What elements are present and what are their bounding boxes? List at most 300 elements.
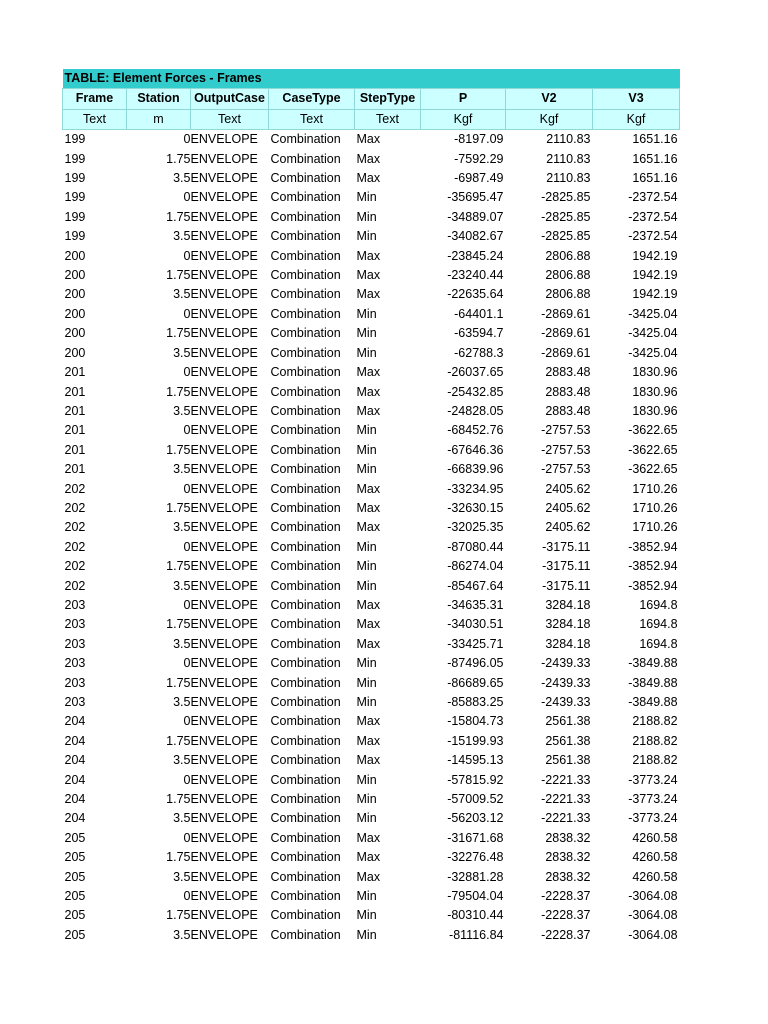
cell-casetype: Combination	[269, 751, 355, 770]
cell-frame: 204	[63, 809, 127, 828]
table-row	[63, 829, 680, 848]
cell-frame: 204	[63, 790, 127, 809]
cell-steptype: Min	[355, 188, 421, 207]
cell-v3: -3849.88	[593, 693, 680, 712]
cell-outputcase: ENVELOPE	[191, 674, 269, 693]
cell-p: -25432.85	[421, 383, 506, 402]
table-row	[63, 169, 680, 188]
cell-outputcase: ENVELOPE	[191, 441, 269, 460]
cell-p: -31671.68	[421, 829, 506, 848]
cell-p: -80310.44	[421, 906, 506, 925]
cell-v2: -2869.61	[506, 305, 593, 324]
cell-casetype: Combination	[269, 169, 355, 188]
cell-station: 1.75	[127, 732, 191, 751]
cell-p: -6987.49	[421, 169, 506, 188]
cell-v2: -2221.33	[506, 790, 593, 809]
cell-frame: 199	[63, 130, 127, 150]
cell-station: 1.75	[127, 499, 191, 518]
cell-outputcase: ENVELOPE	[191, 305, 269, 324]
cell-v2: 3284.18	[506, 596, 593, 615]
cell-casetype: Combination	[269, 732, 355, 751]
cell-frame: 199	[63, 169, 127, 188]
table-row	[63, 460, 680, 479]
cell-v2: 2838.32	[506, 848, 593, 867]
cell-steptype: Max	[355, 518, 421, 537]
cell-v2: -2825.85	[506, 227, 593, 246]
cell-casetype: Combination	[269, 441, 355, 460]
cell-v2: 2806.88	[506, 285, 593, 304]
cell-station: 1.75	[127, 790, 191, 809]
table-body	[63, 130, 680, 946]
column-header-row	[63, 89, 680, 109]
cell-outputcase: ENVELOPE	[191, 363, 269, 382]
header-casetype: CaseType	[269, 89, 355, 109]
cell-v3: -3622.65	[593, 441, 680, 460]
unit-station: m	[127, 109, 191, 129]
cell-p: -63594.7	[421, 324, 506, 343]
cell-p: -22635.64	[421, 285, 506, 304]
cell-station: 3.5	[127, 227, 191, 246]
table-row	[63, 926, 680, 945]
table-row	[63, 577, 680, 596]
cell-frame: 200	[63, 344, 127, 363]
cell-p: -15199.93	[421, 732, 506, 751]
cell-v2: -2228.37	[506, 906, 593, 925]
cell-steptype: Max	[355, 615, 421, 634]
cell-casetype: Combination	[269, 227, 355, 246]
cell-station: 0	[127, 654, 191, 673]
cell-outputcase: ENVELOPE	[191, 499, 269, 518]
cell-v3: 1651.16	[593, 169, 680, 188]
cell-station: 1.75	[127, 441, 191, 460]
cell-steptype: Min	[355, 771, 421, 790]
cell-outputcase: ENVELOPE	[191, 790, 269, 809]
cell-casetype: Combination	[269, 285, 355, 304]
cell-station: 0	[127, 130, 191, 150]
cell-outputcase: ENVELOPE	[191, 383, 269, 402]
table-row	[63, 693, 680, 712]
cell-frame: 203	[63, 635, 127, 654]
cell-steptype: Min	[355, 227, 421, 246]
cell-steptype: Max	[355, 751, 421, 770]
cell-p: -15804.73	[421, 712, 506, 731]
cell-p: -32276.48	[421, 848, 506, 867]
cell-v3: -3425.04	[593, 344, 680, 363]
cell-v3: 2188.82	[593, 751, 680, 770]
table-row	[63, 247, 680, 266]
cell-casetype: Combination	[269, 324, 355, 343]
cell-outputcase: ENVELOPE	[191, 460, 269, 479]
cell-p: -34030.51	[421, 615, 506, 634]
cell-steptype: Max	[355, 596, 421, 615]
cell-frame: 205	[63, 906, 127, 925]
cell-v2: 2405.62	[506, 518, 593, 537]
cell-outputcase: ENVELOPE	[191, 751, 269, 770]
spreadsheet-table-area	[62, 69, 679, 945]
cell-p: -32630.15	[421, 499, 506, 518]
cell-frame: 204	[63, 732, 127, 751]
cell-steptype: Max	[355, 266, 421, 285]
cell-frame: 203	[63, 693, 127, 712]
cell-outputcase: ENVELOPE	[191, 130, 269, 150]
cell-casetype: Combination	[269, 615, 355, 634]
cell-p: -32881.28	[421, 868, 506, 887]
cell-steptype: Max	[355, 169, 421, 188]
cell-outputcase: ENVELOPE	[191, 518, 269, 537]
cell-frame: 202	[63, 577, 127, 596]
cell-v3: -3064.08	[593, 906, 680, 925]
cell-frame: 202	[63, 499, 127, 518]
cell-v2: 3284.18	[506, 615, 593, 634]
table-row	[63, 227, 680, 246]
unit-outputcase: Text	[191, 109, 269, 129]
table-row	[63, 130, 680, 150]
cell-p: -33425.71	[421, 635, 506, 654]
table-title-row	[63, 69, 680, 89]
cell-p: -23845.24	[421, 247, 506, 266]
cell-v2: -3175.11	[506, 538, 593, 557]
cell-station: 1.75	[127, 324, 191, 343]
cell-v2: 2561.38	[506, 732, 593, 751]
cell-p: -34889.07	[421, 208, 506, 227]
cell-v3: 1694.8	[593, 615, 680, 634]
cell-station: 0	[127, 363, 191, 382]
cell-p: -68452.76	[421, 421, 506, 440]
cell-steptype: Max	[355, 868, 421, 887]
cell-casetype: Combination	[269, 712, 355, 731]
cell-outputcase: ENVELOPE	[191, 635, 269, 654]
cell-p: -62788.3	[421, 344, 506, 363]
cell-p: -57009.52	[421, 790, 506, 809]
cell-casetype: Combination	[269, 188, 355, 207]
cell-frame: 199	[63, 188, 127, 207]
cell-frame: 201	[63, 363, 127, 382]
cell-station: 1.75	[127, 150, 191, 169]
unit-frame: Text	[63, 109, 127, 129]
cell-v3: -3849.88	[593, 674, 680, 693]
header-steptype: StepType	[355, 89, 421, 109]
cell-v2: -3175.11	[506, 557, 593, 576]
cell-casetype: Combination	[269, 363, 355, 382]
table-row	[63, 285, 680, 304]
cell-p: -57815.92	[421, 771, 506, 790]
cell-steptype: Max	[355, 635, 421, 654]
table-row	[63, 305, 680, 324]
cell-v3: -3773.24	[593, 809, 680, 828]
cell-frame: 202	[63, 557, 127, 576]
cell-outputcase: ENVELOPE	[191, 421, 269, 440]
cell-v3: 2188.82	[593, 712, 680, 731]
cell-v3: 1694.8	[593, 635, 680, 654]
cell-steptype: Max	[355, 150, 421, 169]
cell-v2: -2439.33	[506, 693, 593, 712]
cell-outputcase: ENVELOPE	[191, 848, 269, 867]
cell-frame: 202	[63, 538, 127, 557]
cell-p: -85883.25	[421, 693, 506, 712]
table-row	[63, 809, 680, 828]
table-row	[63, 868, 680, 887]
cell-station: 0	[127, 421, 191, 440]
cell-frame: 201	[63, 402, 127, 421]
cell-outputcase: ENVELOPE	[191, 596, 269, 615]
cell-p: -87496.05	[421, 654, 506, 673]
cell-frame: 200	[63, 324, 127, 343]
cell-casetype: Combination	[269, 130, 355, 150]
cell-p: -32025.35	[421, 518, 506, 537]
table-row	[63, 771, 680, 790]
table-row	[63, 208, 680, 227]
cell-casetype: Combination	[269, 868, 355, 887]
header-outputcase: OutputCase	[191, 89, 269, 109]
cell-frame: 205	[63, 829, 127, 848]
unit-casetype: Text	[269, 109, 355, 129]
cell-p: -8197.09	[421, 130, 506, 150]
table-row	[63, 538, 680, 557]
cell-outputcase: ENVELOPE	[191, 266, 269, 285]
cell-casetype: Combination	[269, 596, 355, 615]
table-title: TABLE: Element Forces - Frames	[63, 69, 680, 89]
cell-v3: -3622.65	[593, 460, 680, 479]
cell-station: 0	[127, 712, 191, 731]
cell-v3: 1942.19	[593, 266, 680, 285]
cell-p: -64401.1	[421, 305, 506, 324]
cell-v3: -3425.04	[593, 305, 680, 324]
cell-steptype: Min	[355, 809, 421, 828]
cell-frame: 203	[63, 674, 127, 693]
cell-outputcase: ENVELOPE	[191, 829, 269, 848]
cell-station: 1.75	[127, 674, 191, 693]
table-row	[63, 712, 680, 731]
cell-steptype: Min	[355, 887, 421, 906]
cell-v3: 4260.58	[593, 829, 680, 848]
cell-outputcase: ENVELOPE	[191, 169, 269, 188]
cell-steptype: Min	[355, 441, 421, 460]
cell-casetype: Combination	[269, 790, 355, 809]
cell-steptype: Max	[355, 480, 421, 499]
cell-station: 1.75	[127, 557, 191, 576]
cell-steptype: Min	[355, 557, 421, 576]
cell-outputcase: ENVELOPE	[191, 402, 269, 421]
cell-v3: -3425.04	[593, 324, 680, 343]
cell-v3: 1710.26	[593, 499, 680, 518]
cell-v2: 2405.62	[506, 499, 593, 518]
cell-steptype: Min	[355, 577, 421, 596]
cell-outputcase: ENVELOPE	[191, 906, 269, 925]
table-row	[63, 150, 680, 169]
cell-v3: 1830.96	[593, 363, 680, 382]
cell-station: 3.5	[127, 809, 191, 828]
cell-outputcase: ENVELOPE	[191, 887, 269, 906]
cell-station: 0	[127, 829, 191, 848]
cell-station: 0	[127, 247, 191, 266]
table-row	[63, 887, 680, 906]
cell-outputcase: ENVELOPE	[191, 926, 269, 945]
cell-station: 0	[127, 538, 191, 557]
cell-v2: 2838.32	[506, 868, 593, 887]
table-row	[63, 557, 680, 576]
cell-v2: -2228.37	[506, 926, 593, 945]
cell-v3: -2372.54	[593, 227, 680, 246]
cell-v2: -2825.85	[506, 208, 593, 227]
cell-v3: 1830.96	[593, 402, 680, 421]
cell-outputcase: ENVELOPE	[191, 285, 269, 304]
cell-p: -56203.12	[421, 809, 506, 828]
cell-casetype: Combination	[269, 906, 355, 925]
cell-casetype: Combination	[269, 829, 355, 848]
cell-frame: 200	[63, 266, 127, 285]
header-station: Station	[127, 89, 191, 109]
table-row	[63, 266, 680, 285]
cell-steptype: Min	[355, 460, 421, 479]
cell-v3: -3852.94	[593, 538, 680, 557]
cell-v3: -3852.94	[593, 577, 680, 596]
cell-casetype: Combination	[269, 518, 355, 537]
cell-casetype: Combination	[269, 771, 355, 790]
table-row	[63, 790, 680, 809]
table-row	[63, 344, 680, 363]
cell-steptype: Min	[355, 906, 421, 925]
cell-station: 0	[127, 480, 191, 499]
cell-frame: 200	[63, 247, 127, 266]
cell-v2: -2221.33	[506, 771, 593, 790]
cell-steptype: Min	[355, 790, 421, 809]
cell-steptype: Max	[355, 363, 421, 382]
table-row	[63, 324, 680, 343]
cell-frame: 202	[63, 518, 127, 537]
cell-outputcase: ENVELOPE	[191, 654, 269, 673]
cell-frame: 204	[63, 712, 127, 731]
cell-frame: 201	[63, 383, 127, 402]
cell-steptype: Max	[355, 848, 421, 867]
cell-station: 0	[127, 305, 191, 324]
cell-v2: -2757.53	[506, 460, 593, 479]
cell-steptype: Max	[355, 130, 421, 150]
table-row	[63, 906, 680, 925]
cell-p: -34082.67	[421, 227, 506, 246]
cell-steptype: Min	[355, 674, 421, 693]
cell-station: 1.75	[127, 208, 191, 227]
cell-outputcase: ENVELOPE	[191, 809, 269, 828]
cell-outputcase: ENVELOPE	[191, 868, 269, 887]
cell-casetype: Combination	[269, 421, 355, 440]
cell-frame: 205	[63, 926, 127, 945]
cell-p: -67646.36	[421, 441, 506, 460]
cell-outputcase: ENVELOPE	[191, 693, 269, 712]
cell-casetype: Combination	[269, 402, 355, 421]
cell-v3: -3849.88	[593, 654, 680, 673]
cell-frame: 199	[63, 150, 127, 169]
cell-p: -81116.84	[421, 926, 506, 945]
cell-v3: -3773.24	[593, 771, 680, 790]
table-row	[63, 499, 680, 518]
cell-station: 3.5	[127, 169, 191, 188]
cell-outputcase: ENVELOPE	[191, 324, 269, 343]
cell-v2: 2883.48	[506, 383, 593, 402]
cell-steptype: Max	[355, 829, 421, 848]
cell-steptype: Max	[355, 247, 421, 266]
cell-outputcase: ENVELOPE	[191, 150, 269, 169]
cell-steptype: Max	[355, 285, 421, 304]
cell-station: 3.5	[127, 868, 191, 887]
cell-v3: -2372.54	[593, 208, 680, 227]
cell-v2: -2757.53	[506, 421, 593, 440]
cell-station: 1.75	[127, 383, 191, 402]
cell-frame: 201	[63, 421, 127, 440]
cell-outputcase: ENVELOPE	[191, 480, 269, 499]
cell-v2: 2806.88	[506, 247, 593, 266]
table-row	[63, 674, 680, 693]
cell-casetype: Combination	[269, 383, 355, 402]
cell-station: 1.75	[127, 906, 191, 925]
cell-v2: 2838.32	[506, 829, 593, 848]
cell-frame: 199	[63, 208, 127, 227]
cell-station: 1.75	[127, 848, 191, 867]
header-p: P	[421, 89, 506, 109]
cell-outputcase: ENVELOPE	[191, 538, 269, 557]
cell-steptype: Max	[355, 499, 421, 518]
table-row	[63, 732, 680, 751]
cell-v2: 2561.38	[506, 712, 593, 731]
table-row	[63, 518, 680, 537]
table-row	[63, 383, 680, 402]
cell-v3: 4260.58	[593, 868, 680, 887]
table-row	[63, 188, 680, 207]
header-v2: V2	[506, 89, 593, 109]
cell-outputcase: ENVELOPE	[191, 227, 269, 246]
cell-v2: -2757.53	[506, 441, 593, 460]
cell-station: 0	[127, 188, 191, 207]
cell-p: -23240.44	[421, 266, 506, 285]
cell-outputcase: ENVELOPE	[191, 557, 269, 576]
cell-station: 3.5	[127, 577, 191, 596]
cell-p: -34635.31	[421, 596, 506, 615]
cell-steptype: Min	[355, 926, 421, 945]
cell-v3: -3064.08	[593, 926, 680, 945]
cell-v3: 1942.19	[593, 285, 680, 304]
cell-outputcase: ENVELOPE	[191, 577, 269, 596]
cell-v2: -2869.61	[506, 324, 593, 343]
cell-v3: 1651.16	[593, 130, 680, 150]
cell-v2: -2869.61	[506, 344, 593, 363]
cell-frame: 205	[63, 848, 127, 867]
cell-v2: 2110.83	[506, 150, 593, 169]
cell-v3: 1651.16	[593, 150, 680, 169]
cell-p: -85467.64	[421, 577, 506, 596]
cell-frame: 205	[63, 868, 127, 887]
cell-frame: 203	[63, 654, 127, 673]
cell-station: 0	[127, 771, 191, 790]
cell-steptype: Min	[355, 324, 421, 343]
cell-v3: -3852.94	[593, 557, 680, 576]
cell-p: -26037.65	[421, 363, 506, 382]
cell-steptype: Max	[355, 402, 421, 421]
cell-steptype: Min	[355, 538, 421, 557]
cell-v2: -2825.85	[506, 188, 593, 207]
unit-steptype: Text	[355, 109, 421, 129]
cell-outputcase: ENVELOPE	[191, 188, 269, 207]
cell-steptype: Min	[355, 654, 421, 673]
cell-station: 3.5	[127, 285, 191, 304]
table-row	[63, 635, 680, 654]
cell-station: 3.5	[127, 460, 191, 479]
unit-header-row	[63, 109, 680, 129]
table-row	[63, 402, 680, 421]
cell-p: -66839.96	[421, 460, 506, 479]
cell-station: 3.5	[127, 344, 191, 363]
cell-casetype: Combination	[269, 848, 355, 867]
cell-p: -7592.29	[421, 150, 506, 169]
cell-v3: 1942.19	[593, 247, 680, 266]
